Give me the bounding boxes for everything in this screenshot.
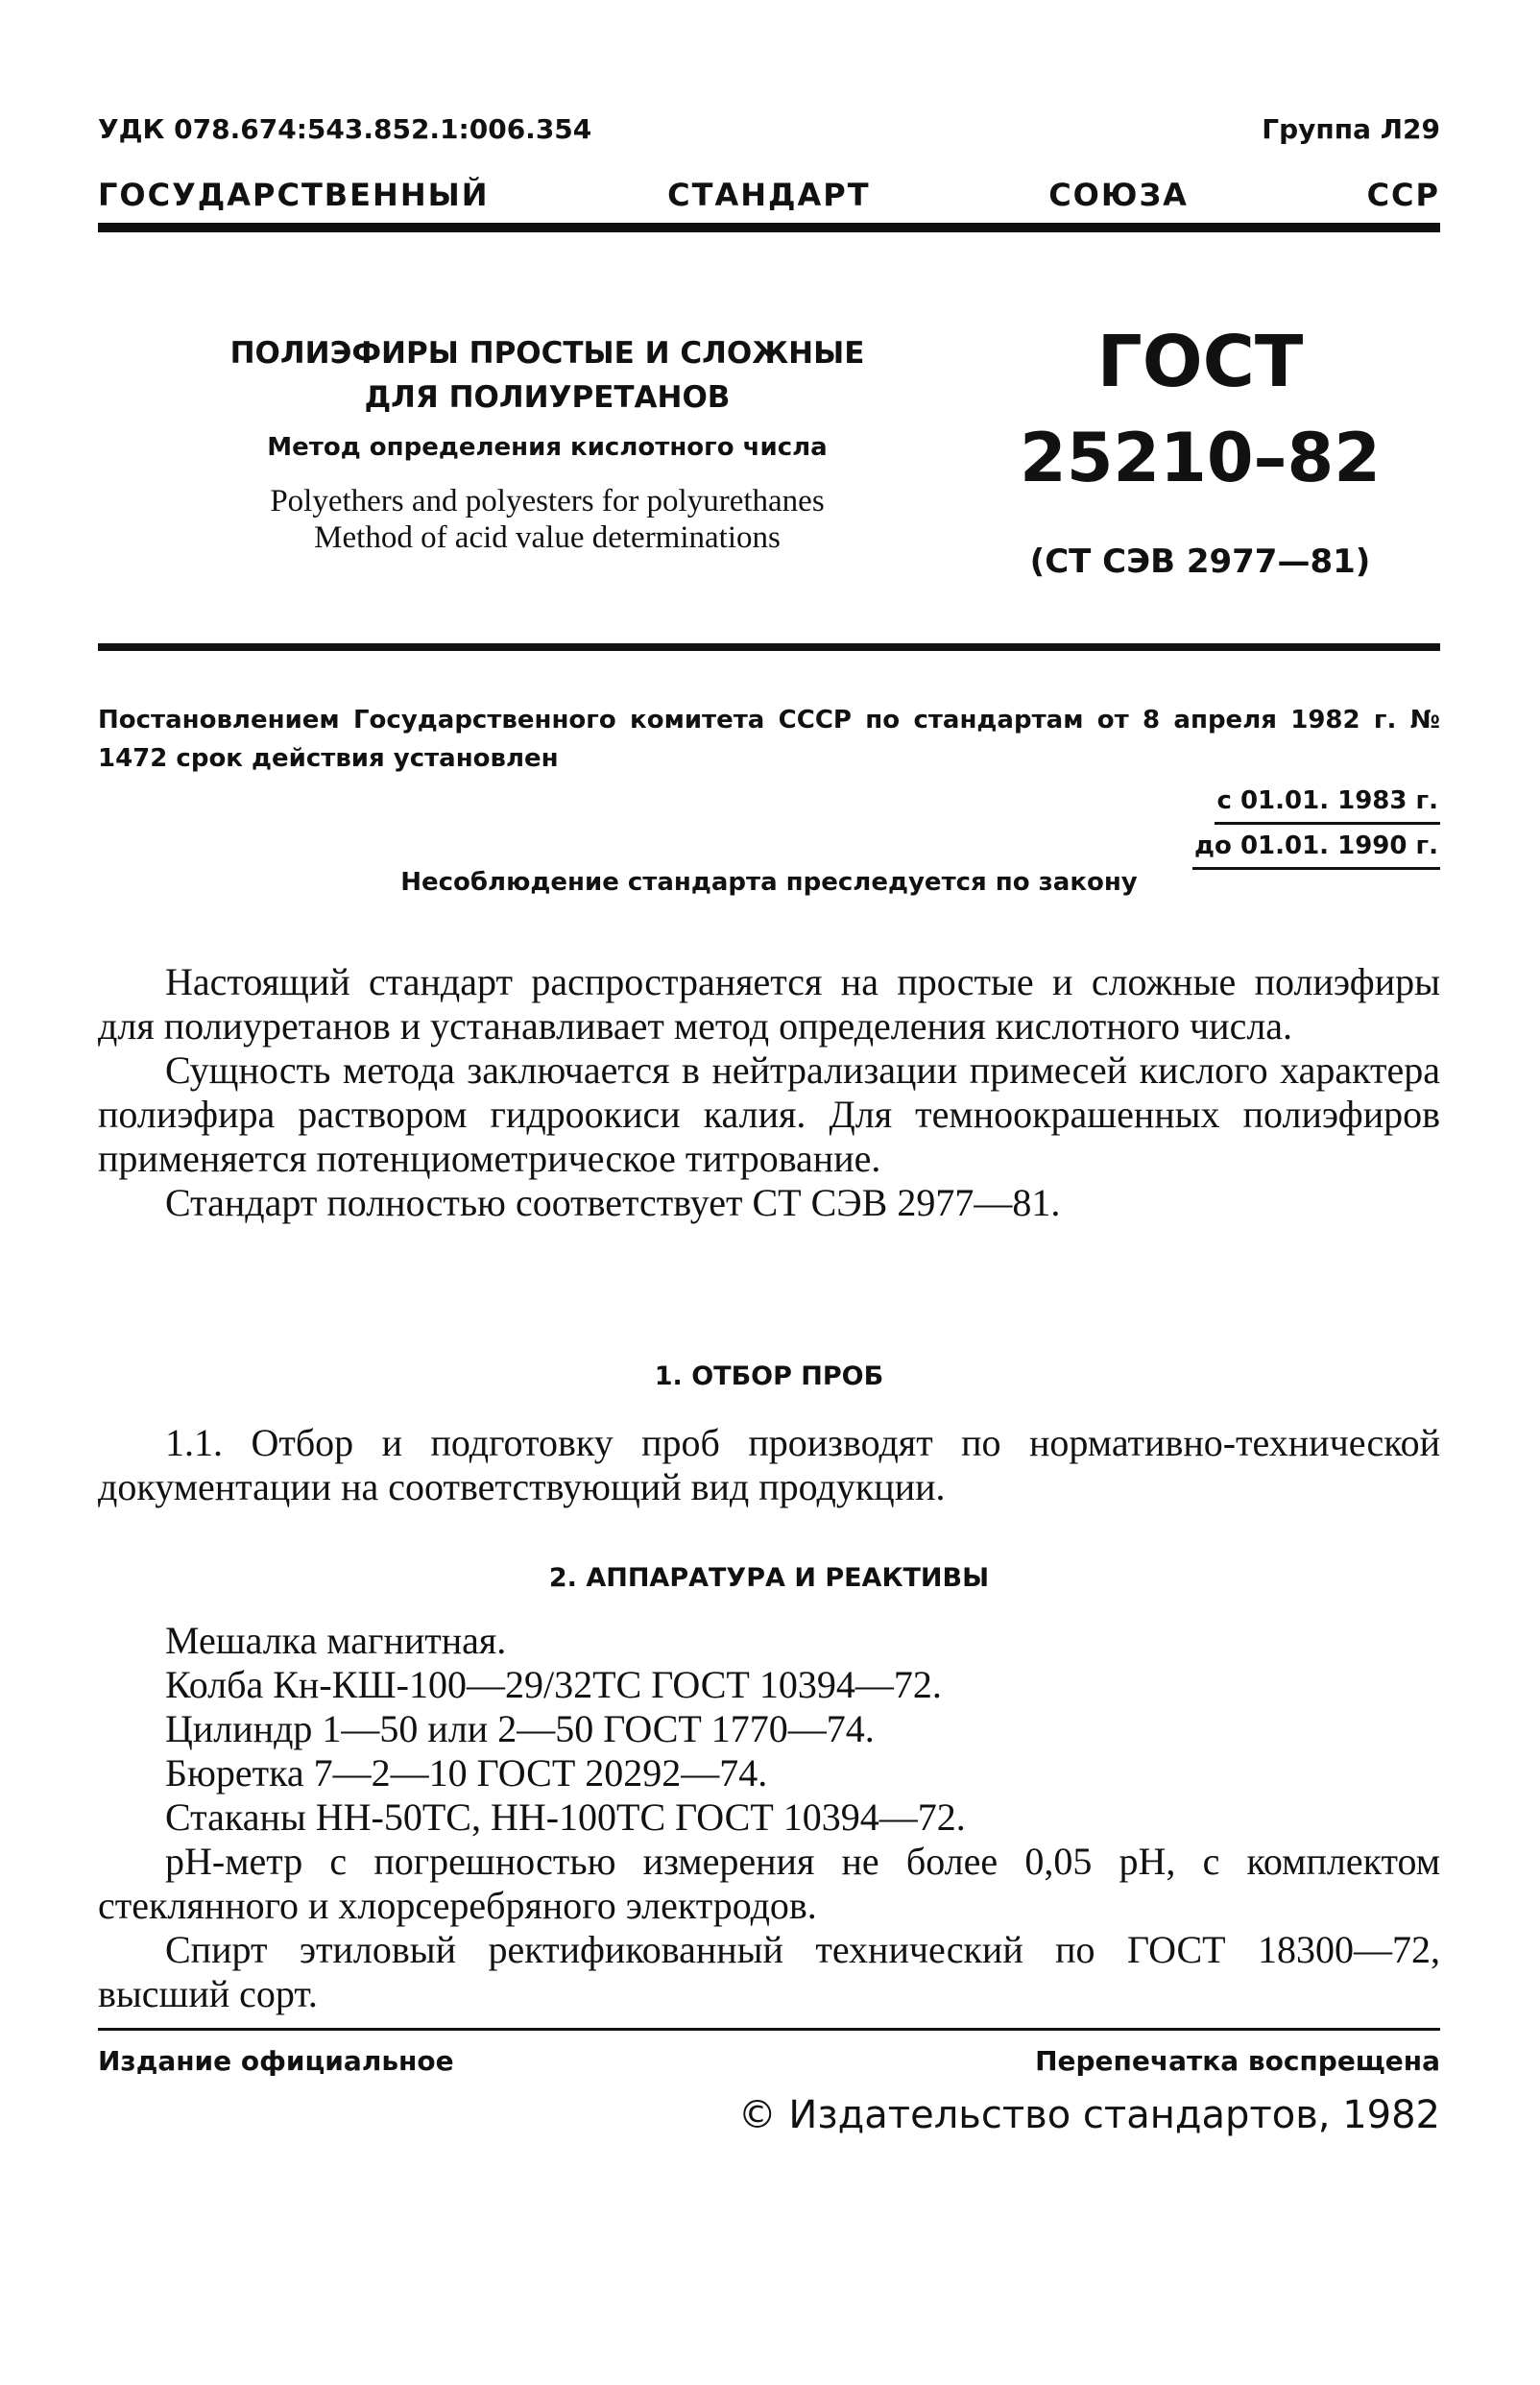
official-edition: Издание официальное <box>98 2045 454 2077</box>
section-2-heading: 2. АППАРАТУРА И РЕАКТИВЫ <box>548 1563 990 1593</box>
gost-block <box>970 322 1431 581</box>
intro <box>98 960 1440 1225</box>
equipment-item: Бюретка 7—2—10 ГОСТ 20292—74. <box>165 1751 768 1795</box>
section-2-list <box>98 1619 1440 2016</box>
group-code: Группа Л29 <box>1262 113 1440 145</box>
footer-divider <box>98 2028 1440 2031</box>
copyright: © Издательство стандартов, 1982 <box>737 2093 1440 2137</box>
section-1-paragraph: 1.1. Отбор и подготовку проб производят по нормативно-технической документации на соответствующий вид продукции. <box>98 1421 1440 1508</box>
title-en-line1: Polyethers and polyesters for polyurethanes <box>270 484 825 518</box>
equipment-item: рН-метр с погрешностью измерения не более 0,05 рН, с комплектом стеклянного и хлорсеребряного электродов. <box>98 1840 1440 1927</box>
equipment-item: Спирт этиловый ректификованный технический по ГОСТ 18300—72, высший сорт. <box>98 1928 1440 2015</box>
section-1-body <box>98 1421 1440 1509</box>
gost-label: ГОСТ <box>1096 321 1304 403</box>
title-block <box>182 331 912 556</box>
intro-paragraph: Сущность метода заключается в нейтрализации примесей кислого характера полиэфира раствором гидроокиси калия. Для темноокрашенных полиэфиров применяется потенциометрическое титрование. <box>98 1048 1440 1180</box>
intro-paragraph: Стандарт полностью соответствует СТ СЭВ 2977—81. <box>165 1181 1061 1224</box>
title-ru-line2: ДЛЯ ПОЛИУРЕТАНОВ <box>364 380 731 415</box>
intro-paragraph: Настоящий стандарт распространяется на простые и сложные полиэфиры для полиуретанов и устанавливает метод определения кислотного числа. <box>98 960 1440 1048</box>
validity-period <box>1192 780 1440 870</box>
equipment-item: Мешалка магнитная. <box>165 1619 507 1662</box>
header-word: СТАНДАРТ <box>667 177 871 213</box>
equipment-item: Цилиндр 1—50 или 2—50 ГОСТ 1770—74. <box>165 1707 875 1750</box>
title-ru <box>182 331 912 420</box>
penalty-notice: Несоблюдение стандарта преследуется по закону <box>400 868 1138 897</box>
valid-from: с 01.01. 1983 г. <box>1215 780 1440 825</box>
title-en-line2: Method of acid value determinations <box>314 520 781 555</box>
subtitle-ru: Метод определения кислотного числа <box>267 433 828 462</box>
gost-number: 25210–82 <box>1020 419 1381 497</box>
equipment-item: Стаканы НН-50ТС, НН-100ТС ГОСТ 10394—72. <box>165 1795 966 1839</box>
header-word: ГОСУДАРСТВЕННЫЙ <box>98 177 490 213</box>
title-en <box>182 483 912 556</box>
decree-text: Постановлением Государственного комитета СССР по стандартам от 8 апреля 1982 г. № 1472 срок действия установлен <box>98 706 1440 773</box>
header-word: ССР <box>1366 177 1440 213</box>
state-standard-header <box>98 177 1440 213</box>
equipment-item: Колба Кн-КШ-100—29/32ТС ГОСТ 10394—72. <box>165 1663 942 1706</box>
title-divider <box>98 643 1440 651</box>
reprint-notice: Перепечатка воспрещена <box>1035 2045 1440 2077</box>
gost-cmea: (СТ СЭВ 2977—81) <box>1029 542 1371 581</box>
section-1-heading: 1. ОТБОР ПРОБ <box>654 1361 884 1391</box>
header-divider <box>98 223 1440 232</box>
udk-code: УДК 078.674:543.852.1:006.354 <box>98 113 592 145</box>
valid-to: до 01.01. 1990 г. <box>1192 825 1440 870</box>
title-ru-line1: ПОЛИЭФИРЫ ПРОСТЫЕ И СЛОЖНЫЕ <box>229 336 865 371</box>
header-word: СОЮЗА <box>1048 177 1189 213</box>
